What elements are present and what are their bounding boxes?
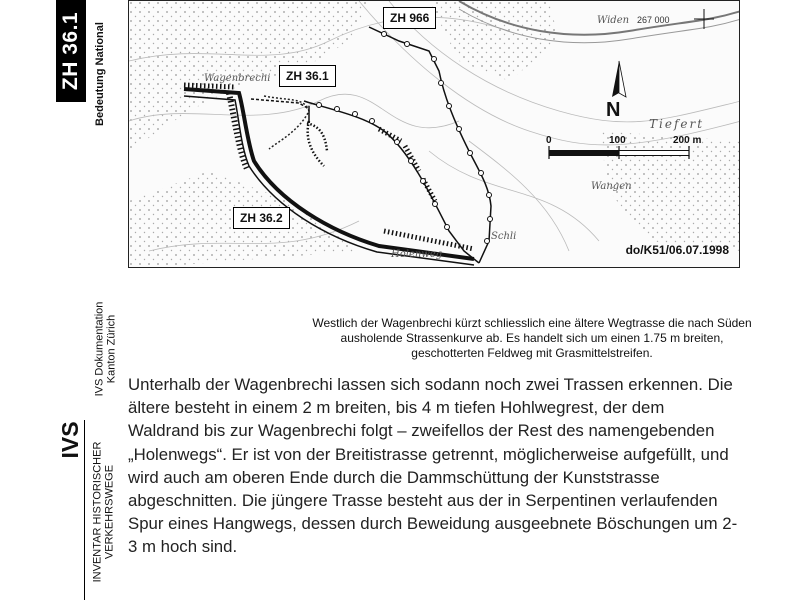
label-zh966: ZH 966 [383,7,436,29]
embankment-hatch [229,93,247,169]
documentation-line-1: IVS Dokumentation [93,301,106,397]
north-arrow-half [619,61,626,97]
scale-mid: 100 [609,135,626,146]
ivs-logo: IVS [56,421,83,459]
route-id: ZH 36.1 [59,11,82,91]
scale-end: 200 m [673,135,702,146]
sidebar-divider [84,420,85,600]
serpentine-hatch [379,129,435,201]
importance-label: Bedeutung National [94,22,107,126]
place-holenweg: Holenweg [391,249,443,260]
route-map [128,0,740,268]
documentation-label [94,302,117,397]
inventory-line-2: VERKEHRSWEGE [103,464,115,560]
body-paragraph: Unterhalb der Wagenbrechi lassen sich sodann noch zwei Trassen erkennen. Die ältere besteht in einem 2 m breiten, bis 4 m tiefen Hohlwegrest, der dem Waldrand bis zur Wagenbrechi folgt – zweifellos der Rest des namengebenden „Holenwegs“. Er ist von der Breitistrasse getrennt, möglicherweise aufgefüllt, und wird auch am oberen Ende durch die Dammschüttung der Kunststrasse abgeschnitten. Die jüngere Trasse besteht aus der in Serpentinen verlaufenden Spur eines Hangwegs, dessen durch Beweidung ausgeebnete Böschungen um 2-3 m hoch sind. [128,375,738,557]
documentation-line-2: Kanton Zürich [105,314,117,384]
label-zh361: ZH 36.1 [279,65,336,87]
old-route-zh361 [251,99,309,109]
scale-start: 0 [546,135,552,146]
forest-area [429,1,559,81]
label-zh362: ZH 36.2 [233,207,290,229]
route-nodes [317,103,450,230]
map-drawing [129,1,740,268]
map-credit: do/K51/06.07.1998 [625,243,729,257]
place-wagenbrechi: Wagenbrechi [204,73,271,84]
inventory-label [92,442,115,583]
place-widen: Widen [597,15,630,26]
north-label: N [606,99,621,121]
coordinate-label: 267 000 [637,15,670,25]
map-caption: Westlich der Wagenbrechi kürzt schliesslich eine ältere Wegtrasse die nach Süden ausholende Strassenkurve ab. Es handelt sich um einen 1.75 m breiten, geschotterten Feldweg mit Grasmittelstreifen. [312,316,752,360]
inventory-line-1: INVENTAR HISTORISCHER [91,441,104,583]
place-tiefert: Tiefert [649,117,705,131]
place-schli: Schli [491,231,517,242]
place-wangen: Wangen [591,181,632,192]
hollow-way [307,121,327,166]
old-route-branch [264,96,309,149]
